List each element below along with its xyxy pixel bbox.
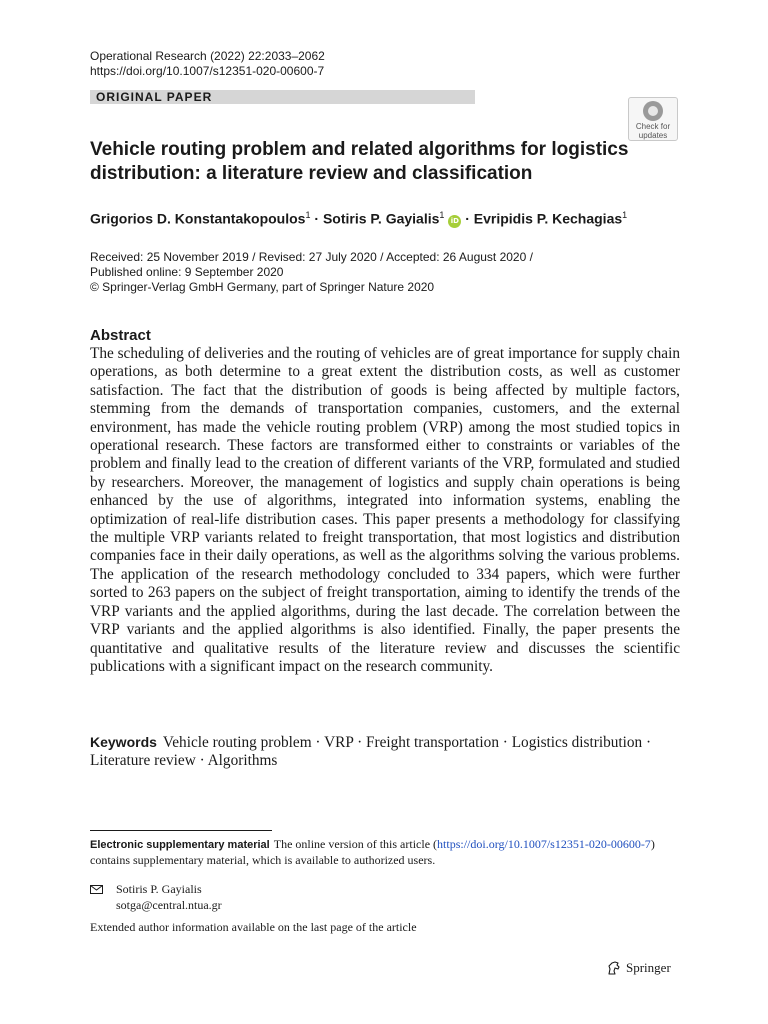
supplementary-material-note (90, 837, 680, 868)
author-affiliation: 1 (622, 210, 628, 220)
author-name[interactable]: Evripidis P. Kechagias (473, 210, 623, 227)
check-updates-line1: Check for (635, 122, 671, 131)
check-updates-icon (643, 101, 663, 121)
check-updates-line2: updates (638, 131, 668, 140)
paper-title: Vehicle routing problem and related algorithms for logistics distribution: a literature review and classification (90, 139, 629, 184)
footnote-divider (90, 830, 272, 831)
doi-link[interactable]: https://doi.org/10.1007/s12351-020-00600-7 (90, 64, 325, 78)
envelope-icon (90, 885, 103, 894)
publisher-name: Springer (626, 960, 671, 975)
paper-type-label: ORIGINAL PAPER (96, 90, 213, 104)
springer-horse-icon (606, 960, 622, 976)
author-affiliation: 1 (305, 210, 311, 220)
extended-author-info: Extended author information available on the last page of the article (90, 920, 417, 934)
orcid-icon[interactable]: iD (448, 215, 461, 228)
abstract-heading: Abstract (90, 327, 151, 344)
history-dates: Received: 25 November 2019 / Revised: 27 July 2020 / Accepted: 26 August 2020 / (90, 250, 533, 264)
corresponding-author-name: Sotiris P. Gayialis (116, 882, 202, 896)
esm-link[interactable]: https://doi.org/10.1007/s12351-020-00600-7 (437, 837, 651, 851)
esm-label: Electronic supplementary material (90, 839, 270, 851)
journal-citation: Operational Research (2022) 22:2033–2062 (90, 49, 325, 63)
publication-history (90, 250, 533, 295)
author-affiliation: 1 (439, 210, 445, 220)
history-published: Published online: 9 September 2020 (90, 265, 284, 279)
check-for-updates-badge[interactable] (628, 97, 678, 141)
copyright-line: © Springer-Verlag GmbH Germany, part of Springer Nature 2020 (90, 280, 435, 294)
esm-text-before: The online version of this article ( (273, 837, 438, 851)
publisher-logo (606, 959, 671, 977)
esm-text-after: ) contains supplementary material, which is available to authorized users. (90, 837, 655, 867)
keywords-text: Vehicle routing problem · VRP · Freight transportation · Logistics distribution · Literature review · Algorithms (90, 734, 652, 770)
author-separator: · (310, 210, 323, 227)
keywords-label: Keywords (90, 734, 157, 750)
abstract-text: The scheduling of deliveries and the routing of vehicles are of great importance for supply chain operations, as both determine to a great extent the distribution costs, as well as customer satisfaction. The fact that the distribution of goods is being affected by multiple factors, stemming from the demands of transportation companies, customers, and the external environment, has made the vehicle routing problem (VRP) among the most studied topics in operational research. These factors are transformed either to constraints or variables of the problem and finally lead to the creation of different variants of the VRP, formulated and studied by researchers. Moreover, the management of logistics and supply chain operations is being enhanced by the use of algorithms, integrated into information systems, enabling the optimization of real-life distribution cases. This paper presents a methodology for classifying the multiple VRP variants related to freight transportation, that most logistics and distribution companies face in their daily operations, as well as the algorithms solving the various problems. The application of the research methodology concluded to 334 papers, which were further sorted to 263 papers on the subject of freight transportation, aiming to identify the trends of the VRP variants and the applied algorithms, during the last decade. The correlation between the VRP variants and the applied algorithms is also identified. Finally, the paper presents the quantitative and qualitative results of the literature review and discusses the scientific publications with a significant impact on the research community. (90, 345, 680, 675)
corresponding-author-email[interactable]: sotga@central.ntua.gr (116, 898, 222, 912)
author-name[interactable]: Grigorios D. Konstantakopoulos (90, 210, 306, 227)
author-list (90, 206, 627, 228)
author-name[interactable]: Sotiris P. Gayialis (322, 210, 440, 227)
author-separator: · (461, 210, 474, 227)
keywords-block (90, 733, 680, 771)
